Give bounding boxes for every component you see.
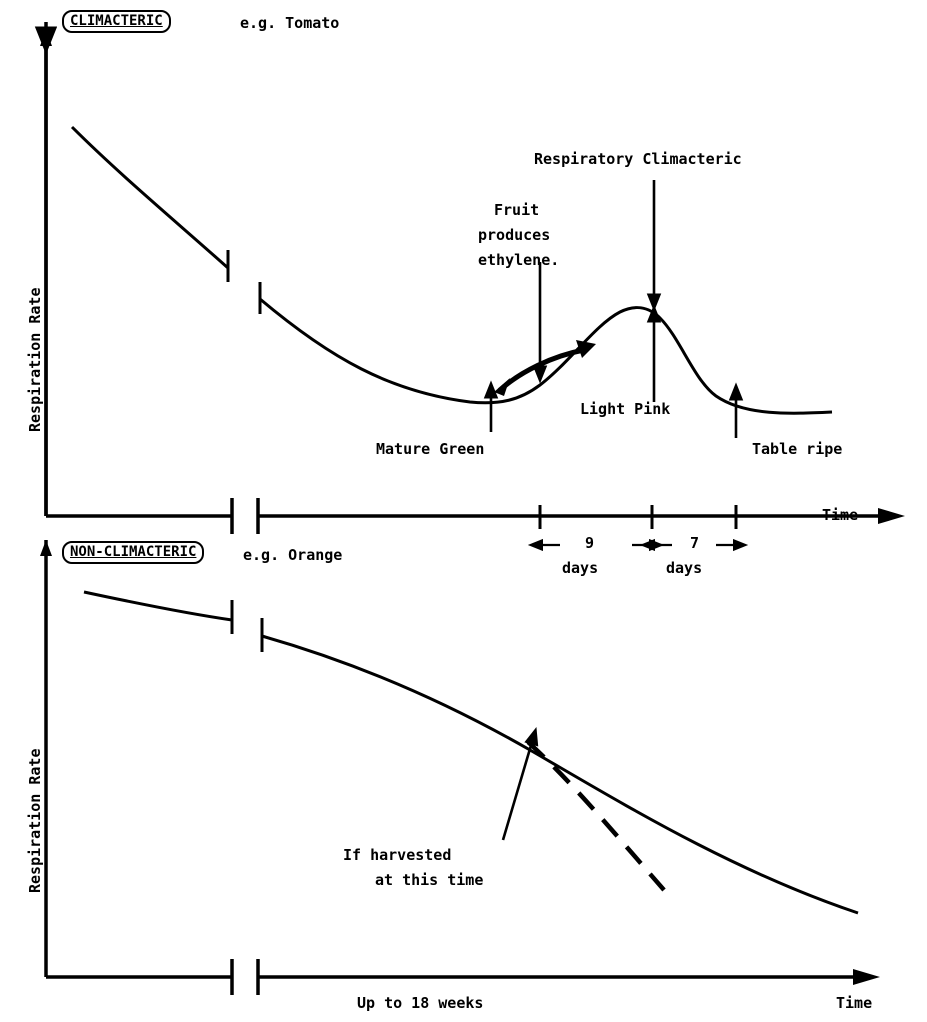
ethylene-curved-arrow xyxy=(494,340,596,396)
climacteric-curve xyxy=(72,127,832,413)
ethylene-label-line2: produces xyxy=(478,226,551,244)
interval-9-value: 9 xyxy=(585,534,595,552)
harvest-label-line1: If harvested xyxy=(343,846,452,864)
ethylene-label-line3: ethylene. xyxy=(478,251,560,269)
table-ripe-label: Table ripe xyxy=(752,440,843,458)
nonclimacteric-ylabel: Respiration Rate xyxy=(26,748,44,893)
nonclimacteric-curve xyxy=(84,592,858,913)
interval-7-value: 7 xyxy=(690,534,700,552)
duration-label: Up to 18 weeks xyxy=(357,994,484,1012)
nonclimacteric-badge: NON-CLIMACTERIC xyxy=(62,541,204,564)
climacteric-curve-break xyxy=(228,250,260,314)
harvest-label-line2: at this time xyxy=(375,871,484,889)
mature-green-label: Mature Green xyxy=(376,440,485,458)
respiratory-climacteric-label: Respiratory Climacteric xyxy=(534,150,742,168)
harvest-annotation-arrow xyxy=(503,742,532,840)
ethylene-label-line1: Fruit xyxy=(494,201,540,219)
nonclimacteric-xlabel: Time xyxy=(836,994,873,1012)
interval-7-unit: days xyxy=(666,559,703,577)
climacteric-xlabel: Time xyxy=(822,506,859,524)
climacteric-badge: CLIMACTERIC xyxy=(62,10,171,33)
light-pink-label: Light Pink xyxy=(580,400,671,418)
climacteric-example: e.g. Tomato xyxy=(240,14,340,32)
interval-9-unit: days xyxy=(562,559,599,577)
climacteric-ylabel: Respiration Rate xyxy=(26,287,44,432)
nonclimacteric-example: e.g. Orange xyxy=(243,546,343,564)
nonclimacteric-curve-break xyxy=(232,600,262,652)
